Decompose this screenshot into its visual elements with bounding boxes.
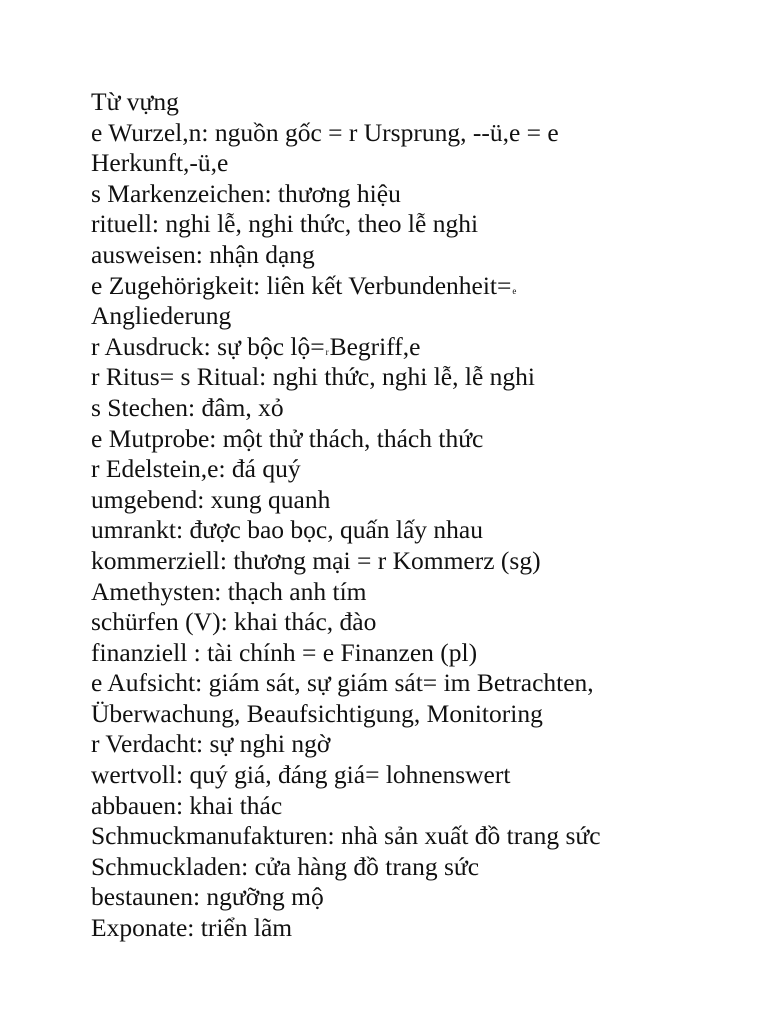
vocabulary-list [91, 87, 711, 944]
vocab-line-exponate: Exponate: triển lãm [91, 913, 293, 943]
vocab-line-kommerziell: kommerziell: thương mại = r Kommerz (sg) [91, 545, 541, 575]
vocab-text: Begriff,e [329, 331, 421, 361]
vocab-line-ausweisen: ausweisen: nhận dạng [91, 239, 315, 269]
vocab-line-schmuckmanufakturen: Schmuckmanufakturen: nhà sản xuất đồ trang sức [91, 821, 601, 851]
article-marker: r [325, 346, 329, 357]
vocab-text: e Zugehörigkeit: liên kết Verbundenheit= [91, 270, 512, 300]
vocab-line-edelstein: r Edelstein,e: đá quý [91, 454, 301, 484]
vocab-line-ausdruck [91, 332, 711, 363]
vocab-line-angliederung: Angliederung [91, 301, 232, 331]
vocab-line-bestaunen: bestaunen: ngưỡng mộ [91, 882, 324, 912]
page-title: Từ vựng [91, 87, 179, 116]
vocab-line-rituell: rituell: nghi lễ, nghi thức, theo lễ nghi [91, 209, 479, 239]
vocab-line-wertvoll: wertvoll: quý giá, đáng giá= lohnenswert [91, 760, 511, 790]
vocab-line-abbauen: abbauen: khai thác [91, 790, 283, 820]
vocab-line-ritus: r Ritus= s Ritual: nghi thức, nghi lễ, lễ nghi [91, 362, 535, 392]
vocab-line-wurzel: e Wurzel,n: nguồn gốc = r Ursprung, --ü,e = e [91, 117, 559, 147]
vocab-line-amethysten: Amethysten: thạch anh tím [91, 576, 367, 606]
vocab-line-umrankt: umrankt: được bao bọc, quấn lấy nhau [91, 515, 483, 545]
vocab-line-schuerfen: schürfen (V): khai thác, đào [91, 607, 377, 637]
vocab-line-verdacht: r Verdacht: sự nghi ngờ [91, 729, 331, 759]
vocab-line-ueberwachung: Überwachung, Beaufsichtigung, Monitoring [91, 698, 543, 728]
vocab-line-mutprobe: e Mutprobe: một thử thách, thách thức [91, 423, 484, 453]
vocab-line-schmuckladen: Schmuckladen: cửa hàng đồ trang sức [91, 851, 480, 881]
vocab-line-zugehoerigkeit [91, 271, 711, 302]
vocab-text: r Ausdruck: sự bộc lộ= [91, 331, 325, 361]
vocab-line-umgebend: umgebend: xung quanh [91, 484, 331, 514]
vocab-line-finanziell: finanziell : tài chính = e Finanzen (pl) [91, 637, 478, 667]
vocab-line-aufsicht: e Aufsicht: giám sát, sự giám sát= im Betrachten, [91, 668, 594, 698]
vocab-line-herkunft: Herkunft,-ü,e [91, 148, 229, 178]
vocab-line-stechen: s Stechen: đâm, xỏ [91, 392, 284, 422]
vocab-line-markenzeichen: s Markenzeichen: thương hiệu [91, 178, 401, 208]
article-marker: e [512, 285, 517, 296]
